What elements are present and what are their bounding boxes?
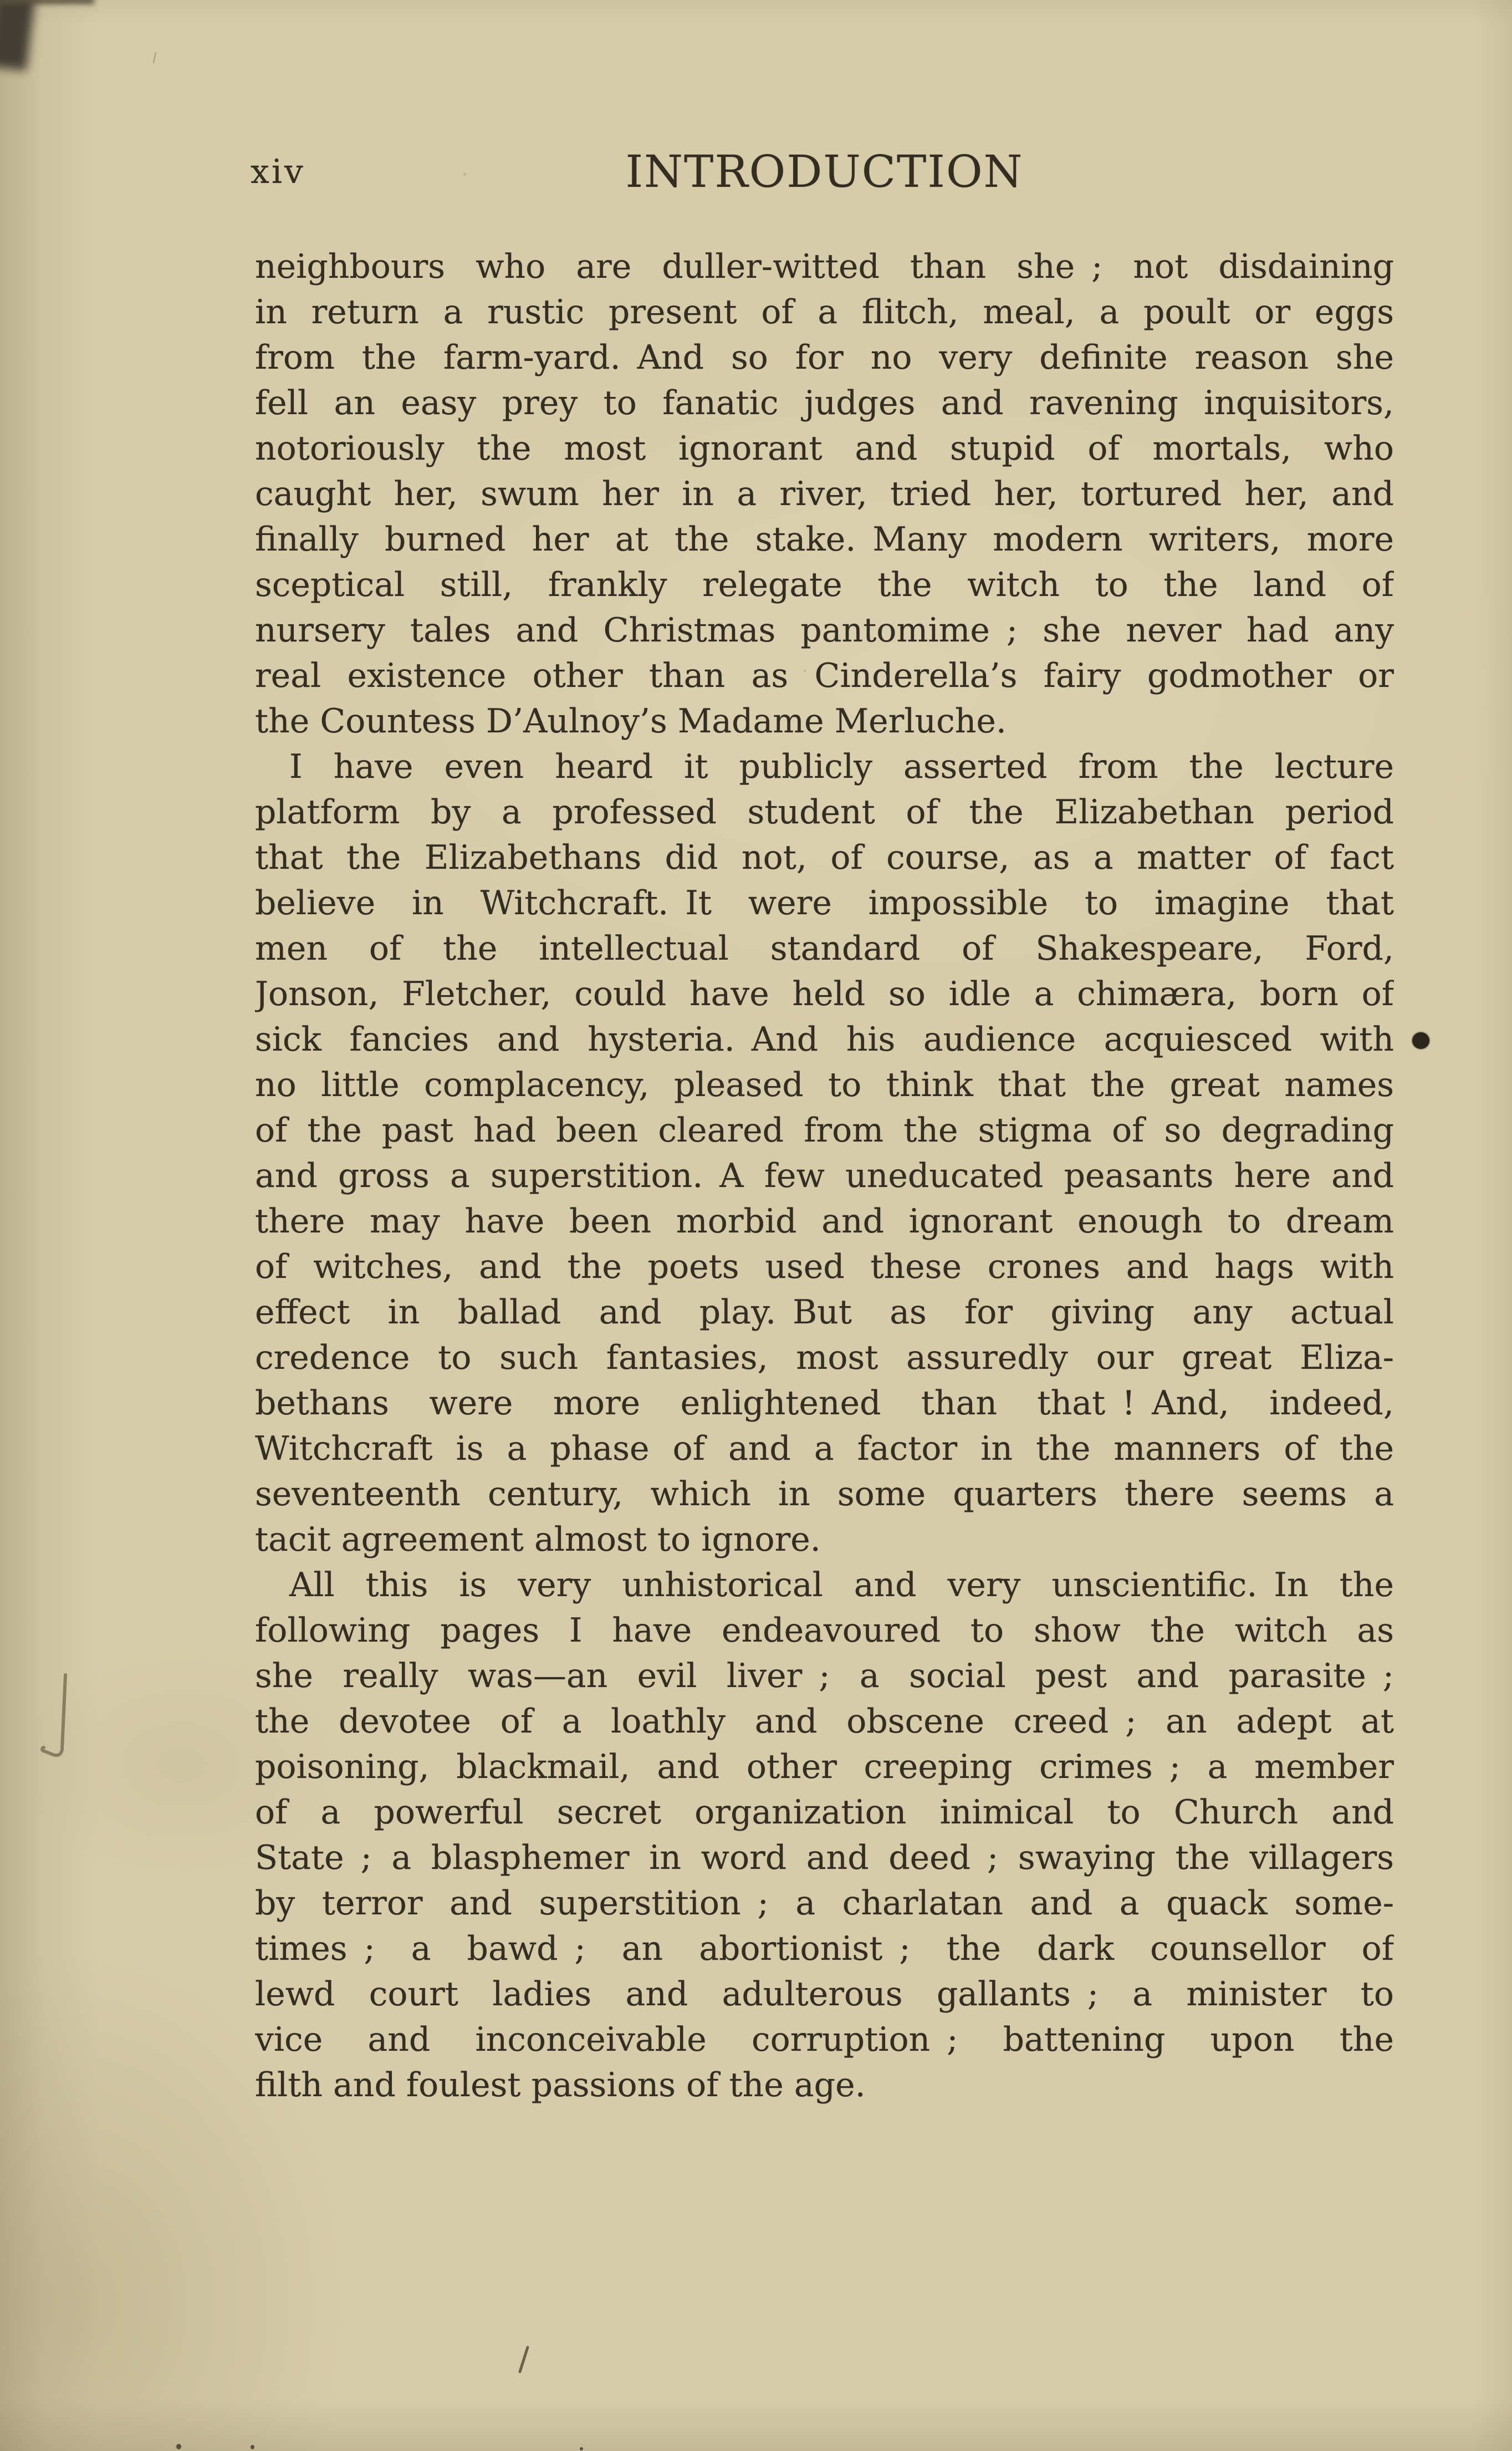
ink-dot-mark (1412, 1032, 1429, 1049)
text-line: believe in Witchcraft. It were impossible to imagine that (255, 884, 1394, 923)
text-line: caught her, swum her in a river, tried her, tortured her, and (255, 475, 1394, 513)
paper-fleck (804, 670, 806, 672)
text-line: State ; a blasphemer in word and deed ; swaying the villagers (255, 1838, 1394, 1877)
text-line: and gross a superstition. A few uneducated peasants here and (255, 1156, 1394, 1195)
paper-speck (176, 2444, 181, 2449)
text-line: times ; a bawd ; an abortionist ; the dark counsellor of (255, 1929, 1394, 1968)
text-line: fell an easy prey to fanatic judges and ravening inquisitors, (255, 384, 1394, 422)
paper-fleck (644, 1898, 646, 1901)
text-line: men of the intellectual standard of Shakespeare, Ford, (255, 929, 1394, 968)
text-line: filth and foulest passions of the age. (255, 2066, 866, 2105)
paper-fleck (463, 173, 466, 176)
text-line: credence to such fantasies, most assuredly our great Eliza- (255, 1338, 1394, 1377)
text-line: tacit agreement almost to ignore. (255, 1520, 821, 1559)
text-line: sceptical still, frankly relegate the witch to the land of (255, 565, 1394, 604)
text-line: effect in ballad and play. But as for giving any actual (255, 1293, 1394, 1332)
text-line: All this is very unhistorical and very unscientific. In the (289, 1566, 1394, 1604)
text-line: that the Elizabethans did not, of course, as a matter of fact (255, 838, 1394, 877)
running-head (251, 144, 1394, 200)
text-line: following pages I have endeavoured to show the witch as (255, 1611, 1394, 1650)
text-line: I have even heard it publicly asserted from the lecture (289, 747, 1394, 786)
paper-fleck (1289, 356, 1291, 358)
text-line: poisoning, blackmail, and other creeping crimes ; a member (255, 1747, 1394, 1786)
paper-speck (580, 2447, 583, 2450)
text-line: no little complacency, pleased to think that the great names (255, 1066, 1394, 1104)
text-line: lewd court ladies and adulterous gallants ; a minister to (255, 1975, 1394, 2014)
text-line: of a powerful secret organization inimical to Church and (255, 1793, 1394, 1832)
text-line: notoriously the most ignorant and stupid of mortals, who (255, 429, 1394, 468)
scan-top-edge-shadow (0, 0, 94, 4)
text-line: Jonson, Fletcher, could have held so idle a chimæra, born of (255, 975, 1394, 1013)
text-line: in return a rustic present of a flitch, meal, a poult or eggs (255, 293, 1394, 332)
text-line: there may have been morbid and ignorant enough to dream (255, 1202, 1394, 1241)
text-line: of witches, and the poets used these crones and hags with (255, 1247, 1394, 1286)
text-line: of the past had been cleared from the stigma of so degrading (255, 1111, 1394, 1150)
text-line: nursery tales and Christmas pantomime ; she never had any (255, 611, 1394, 650)
text-line: the Countess D’Aulnoy’s Madame Merluche. (255, 702, 1007, 741)
text-line: Witchcraft is a phase of and a factor in the manners of the (255, 1429, 1394, 1468)
text-line: from the farm-yard. And so for no very definite reason she (255, 338, 1394, 377)
text-line: seventeenth century, which in some quarters there seems a (255, 1475, 1394, 1514)
page-number: xiv (251, 152, 305, 191)
text-line: platform by a professed student of the Elizabethan period (255, 793, 1394, 832)
text-line: she really was—an evil liver ; a social pest and parasite ; (255, 1657, 1394, 1695)
text-line: vice and inconceivable corruption ; battening upon the (255, 2020, 1394, 2059)
text-line: neighbours who are duller-witted than she ; not disdaining (255, 247, 1394, 286)
text-line: the devotee of a loathly and obscene creed ; an adept at (255, 1702, 1394, 1741)
pen-slash-mark (510, 2343, 538, 2376)
page-title: INTRODUCTION (625, 146, 1024, 197)
text-line: finally burned her at the stake. Many modern writers, more (255, 520, 1394, 559)
text-block (255, 244, 1394, 2108)
text-line: by terror and superstition ; a charlatan and a quack some- (255, 1884, 1394, 1923)
scan-corner-shadow (0, 0, 35, 71)
pencil-margin-mark (33, 1666, 83, 1771)
text-line: real existence other than as Cinderella’s fairy godmother or (255, 656, 1394, 695)
paper-fiber (153, 52, 156, 63)
paper-fleck (346, 1254, 349, 1256)
text-line: bethans were more enlightened than that ! And, indeed, (255, 1384, 1394, 1423)
paper-speck (251, 2445, 254, 2449)
text-line: sick fancies and hysteria. And his audience acquiesced with (255, 1020, 1394, 1059)
